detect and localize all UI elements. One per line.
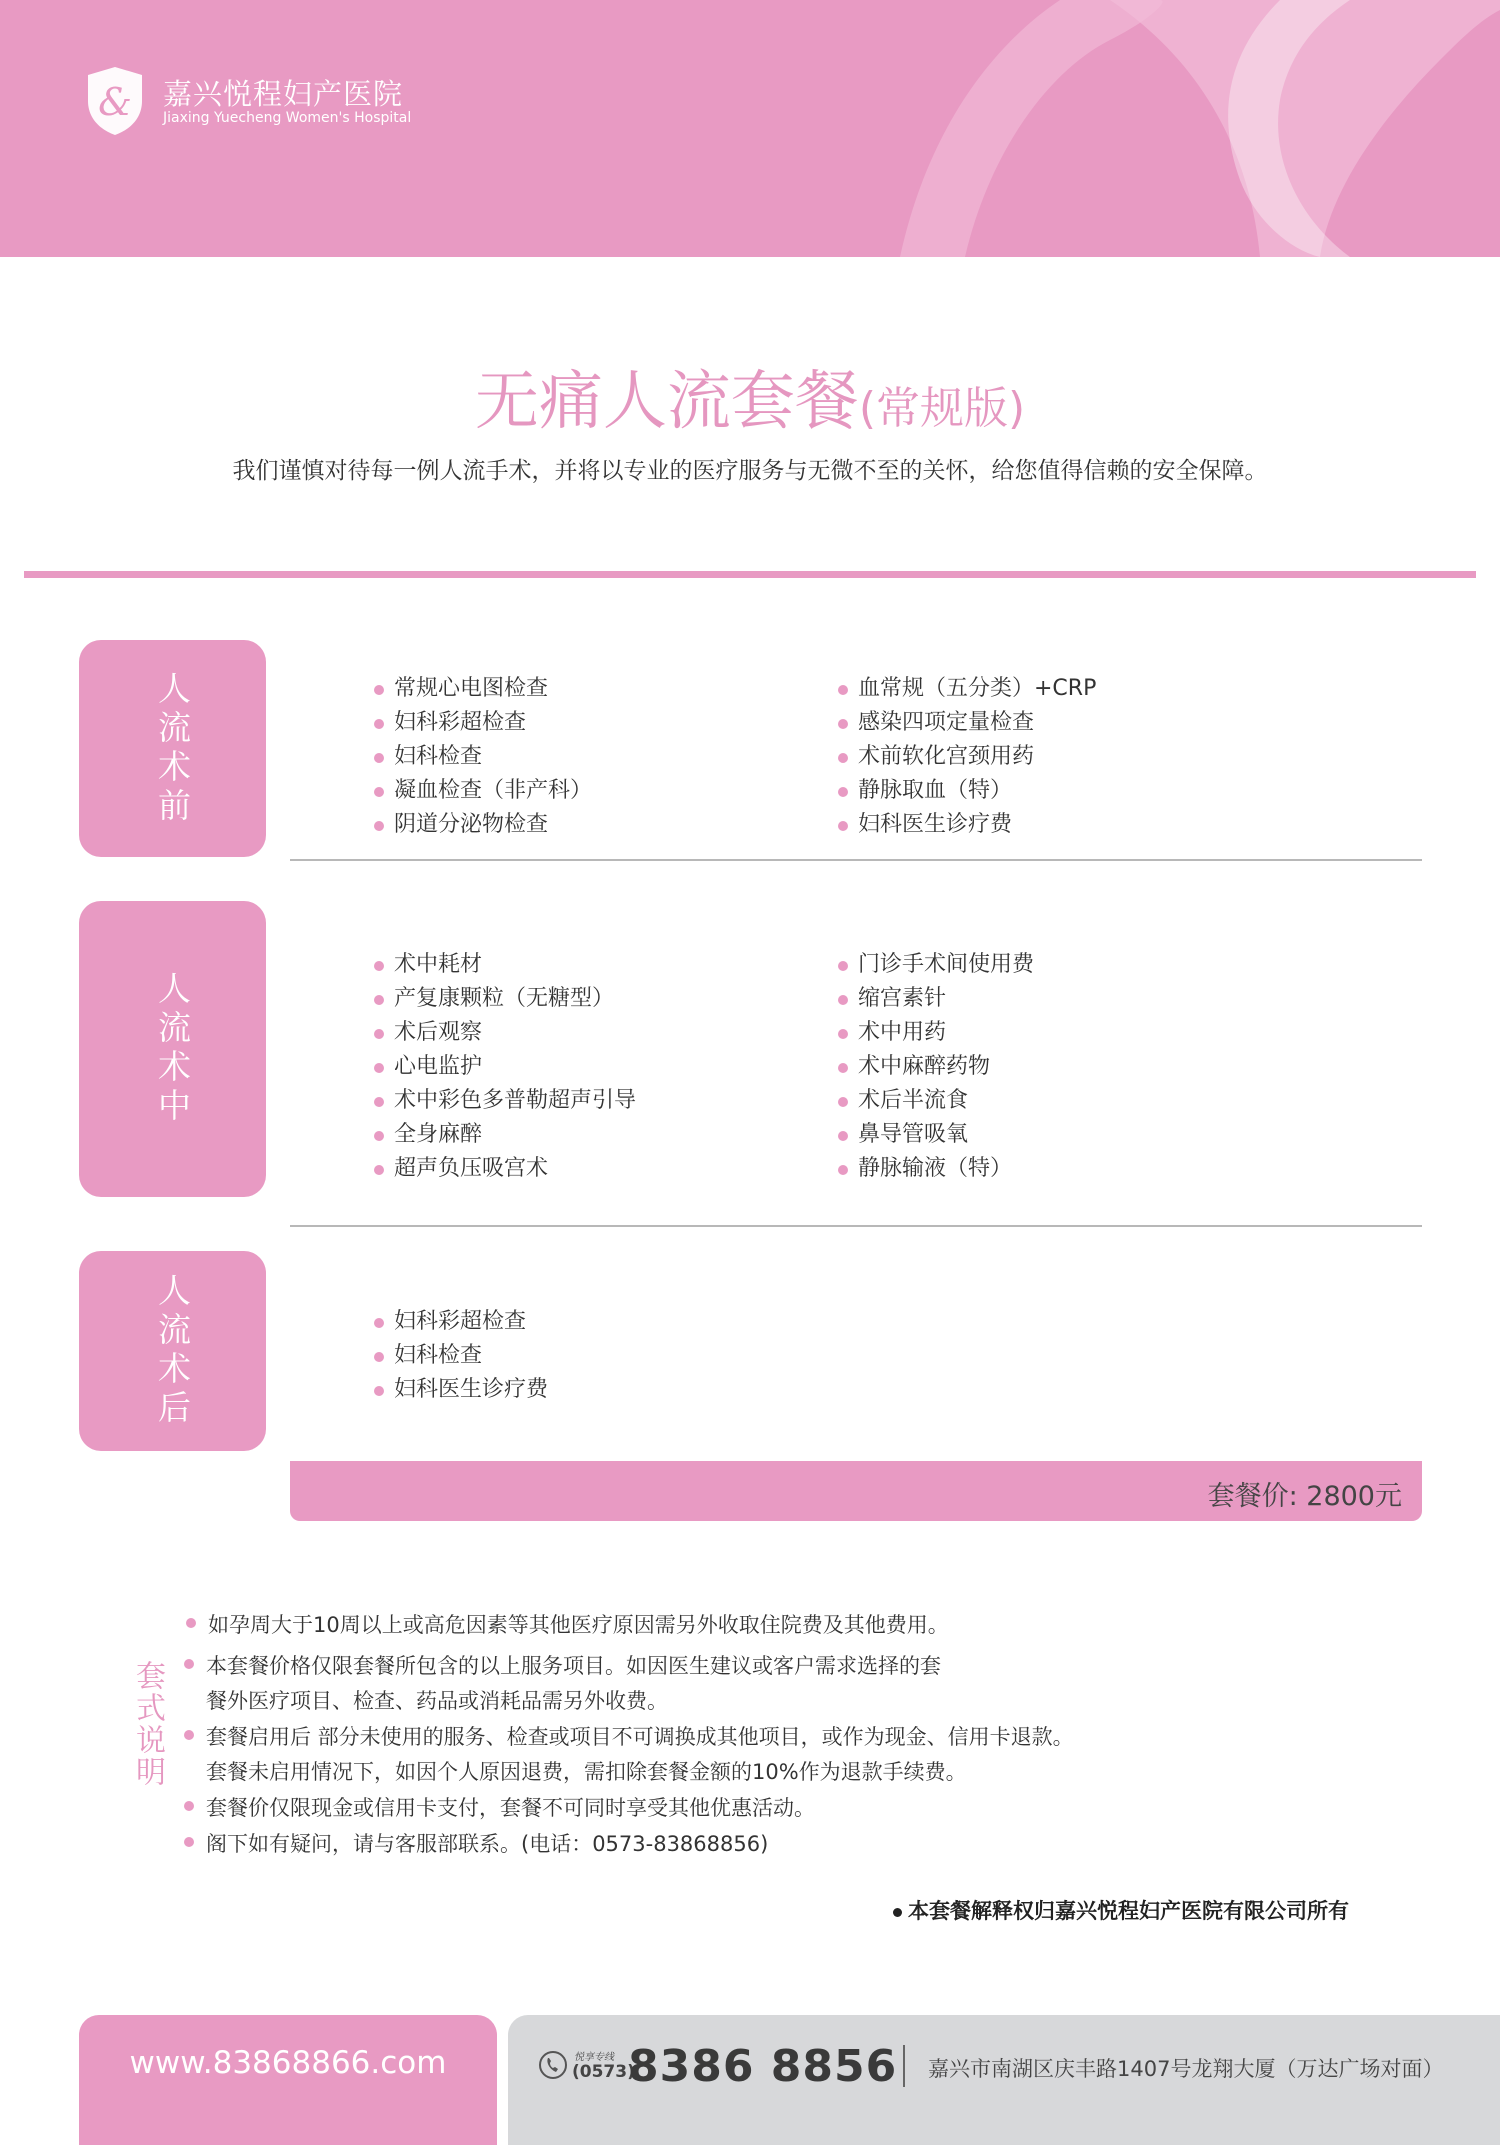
list-item: 阴道分泌物检查 [374, 808, 592, 842]
list-item: 静脉输液（特） [838, 1152, 1034, 1186]
list-item: 术后半流食 [838, 1084, 1034, 1118]
area-code: (0573) [572, 2062, 635, 2082]
hospital-name: 嘉兴悦程妇产医院 [163, 77, 404, 111]
list-item: 妇科彩超检查 [374, 706, 592, 740]
list-item: 术中麻醉药物 [838, 1050, 1034, 1084]
website-link[interactable]: www.83868866.com [129, 2045, 447, 2081]
note-line: 阁下如有疑问，请与客服部联系。(电话：0573-83868856) [206, 1828, 768, 1858]
list-item: 妇科检查 [374, 740, 592, 774]
note-line: 本套餐价格仅限套餐所包含的以上服务项目。如因医生建议或客户需求选择的套 [206, 1650, 941, 1680]
list-item: 术前软化宫颈用药 [838, 740, 1096, 774]
pre-op-list-left [374, 672, 592, 842]
footer-website-panel [79, 2015, 497, 2145]
note-line: 套餐价仅限现金或信用卡支付，套餐不可同时享受其他优惠活动。 [206, 1792, 815, 1822]
post-op-list [374, 1305, 548, 1407]
list-item: 全身麻醉 [374, 1118, 636, 1152]
hospital-name-english: Jiaxing Yuecheng Women's Hospital [163, 110, 412, 126]
note-line: 套餐未启用情况下，如因个人原因退费，需扣除套餐金额的10%作为退款手续费。 [206, 1760, 967, 1784]
ampersand-shield-icon [84, 65, 146, 137]
list-item: 鼻导管吸氧 [838, 1118, 1034, 1152]
list-item: 心电监护 [374, 1050, 636, 1084]
footer-separator [903, 2045, 905, 2087]
intra-op-list-right [838, 948, 1034, 1186]
section-rule [24, 571, 1476, 578]
stage-tab-pre-op: 人流术前 [79, 640, 266, 857]
svg-text:&: & [98, 80, 132, 124]
list-item: 感染四项定量检查 [838, 706, 1096, 740]
phone-icon [538, 2050, 568, 2080]
section-divider [290, 1225, 1422, 1227]
stage-tab-post-op: 人流术后 [79, 1251, 266, 1451]
note-line: 套餐启用后 部分未使用的服务、检查或项目不可调换成其他项目，或作为现金、信用卡退款。 [206, 1721, 1074, 1751]
list-item: 缩宫素针 [838, 982, 1034, 1016]
pre-op-list-right [838, 672, 1096, 842]
list-item: 产复康颗粒（无糖型） [374, 982, 636, 1016]
list-item: 术中彩色多普勒超声引导 [374, 1084, 636, 1118]
note-line: 餐外医疗项目、检查、药品或消耗品需另外收费。 [206, 1689, 668, 1713]
list-item: 妇科医生诊疗费 [374, 1373, 548, 1407]
list-item: 妇科医生诊疗费 [838, 808, 1096, 842]
price-bar [290, 1461, 1422, 1521]
list-item: 静脉取血（特） [838, 774, 1096, 808]
package-price: 套餐价: 2800元 [1207, 1481, 1402, 1512]
list-item: 超声负压吸宫术 [374, 1152, 636, 1186]
intro-text: 我们谨慎对待每一例人流手术，并将以专业的医疗服务与无微不至的关怀，给您值得信赖的安全保障。 [232, 458, 1268, 484]
page-title [0, 350, 1500, 442]
copyright-notice: 本套餐解释权归嘉兴悦程妇产医院有限公司所有 [893, 1895, 1349, 1925]
title-main: 无痛人流套餐 [474, 365, 859, 439]
list-item: 凝血检查（非产科） [374, 774, 592, 808]
list-item: 常规心电图检查 [374, 672, 592, 706]
list-item: 血常规（五分类）+CRP [838, 672, 1096, 706]
intra-op-list-left [374, 948, 636, 1186]
stage-tab-intra-op: 人流术中 [79, 901, 266, 1197]
list-item: 妇科检查 [374, 1339, 548, 1373]
hotline-label: 悦享专线 [574, 2052, 614, 2063]
header-banner [0, 0, 1500, 257]
section-divider [290, 859, 1422, 861]
title-sub: (常规版) [858, 383, 1026, 434]
footer-contact-panel [508, 2015, 1500, 2145]
ampersand-decoration-icon [0, 0, 1500, 257]
list-item: 术后观察 [374, 1016, 636, 1050]
list-item: 妇科彩超检查 [374, 1305, 548, 1339]
phone-number[interactable]: 8386 8856 [628, 2041, 898, 2092]
address: 嘉兴市南湖区庆丰路1407号龙翔大厦（万达广场对面） [928, 2057, 1444, 2081]
list-item: 门诊手术间使用费 [838, 948, 1034, 982]
list-item: 术中用药 [838, 1016, 1034, 1050]
list-item: 术中耗材 [374, 948, 636, 982]
note-line: 如孕周大于10周以上或高危因素等其他医疗原因需另外收取住院费及其他费用。 [208, 1609, 949, 1639]
notes-label: 套式说明 [130, 1660, 165, 1788]
